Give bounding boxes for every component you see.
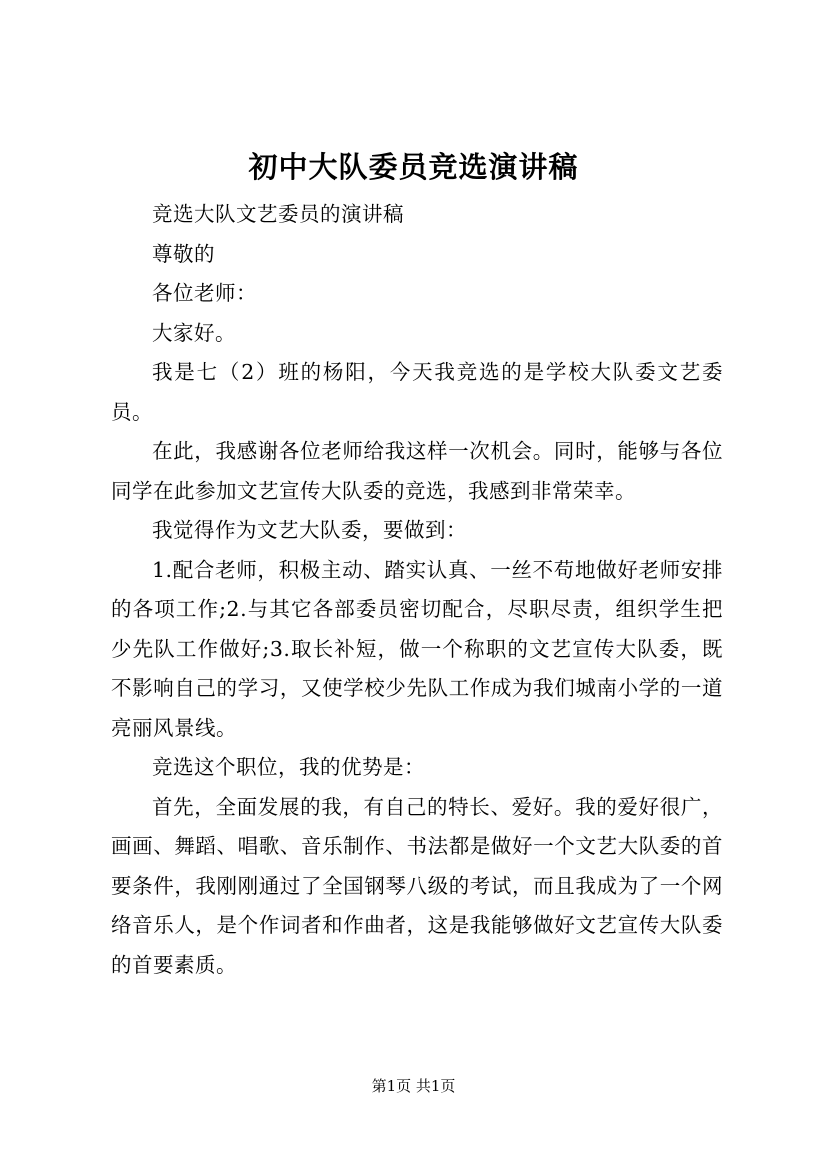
document-body bbox=[111, 195, 723, 985]
paragraph: 我是七（2）班的杨阳，今天我竞选的是学校大队委文艺委员。 bbox=[111, 360, 723, 424]
paragraph: 尊敬的 bbox=[152, 241, 215, 266]
paragraph: 竞选大队文艺委员的演讲稿 bbox=[152, 202, 404, 226]
paragraph: 1.配合老师，积极主动、踏实认真、一丝不苟地做好老师安排的各项工作;2.与其它各部委员密切配合，尽职尽责，组织学生把少先队工作做好;3.取长补短，做一个称职的文艺宣传大队委，既不影响自己的学习，又使学校少先队工作成为我们城南小学的一道亮丽风景线。 bbox=[111, 557, 723, 740]
paragraph: 在此，我感谢各位老师给我这样一次机会。同时，能够与各位同学在此参加文艺宣传大队委的竞选，我感到非常荣幸。 bbox=[111, 439, 723, 503]
document-title: 初中大队委员竞选演讲稿 bbox=[248, 150, 579, 184]
paragraph: 竞选这个职位，我的优势是： bbox=[152, 755, 425, 779]
page-footer: 第1页 共1页 bbox=[371, 1077, 456, 1095]
paragraph: 大家好。 bbox=[152, 320, 236, 345]
paragraph: 各位老师： bbox=[152, 281, 257, 305]
paragraph: 我觉得作为文艺大队委，要做到： bbox=[152, 518, 467, 542]
paragraph: 首先，全面发展的我，有自己的特长、爱好。我的爱好很广，画画、舞蹈、唱歌、音乐制作、书法都是做好一个文艺大队委的首要条件，我刚刚通过了全国钢琴八级的考试，而且我成为了一个网络音乐人，是个作词者和作曲者，这是我能够做好文艺宣传大队委的首要素质。 bbox=[111, 794, 723, 977]
